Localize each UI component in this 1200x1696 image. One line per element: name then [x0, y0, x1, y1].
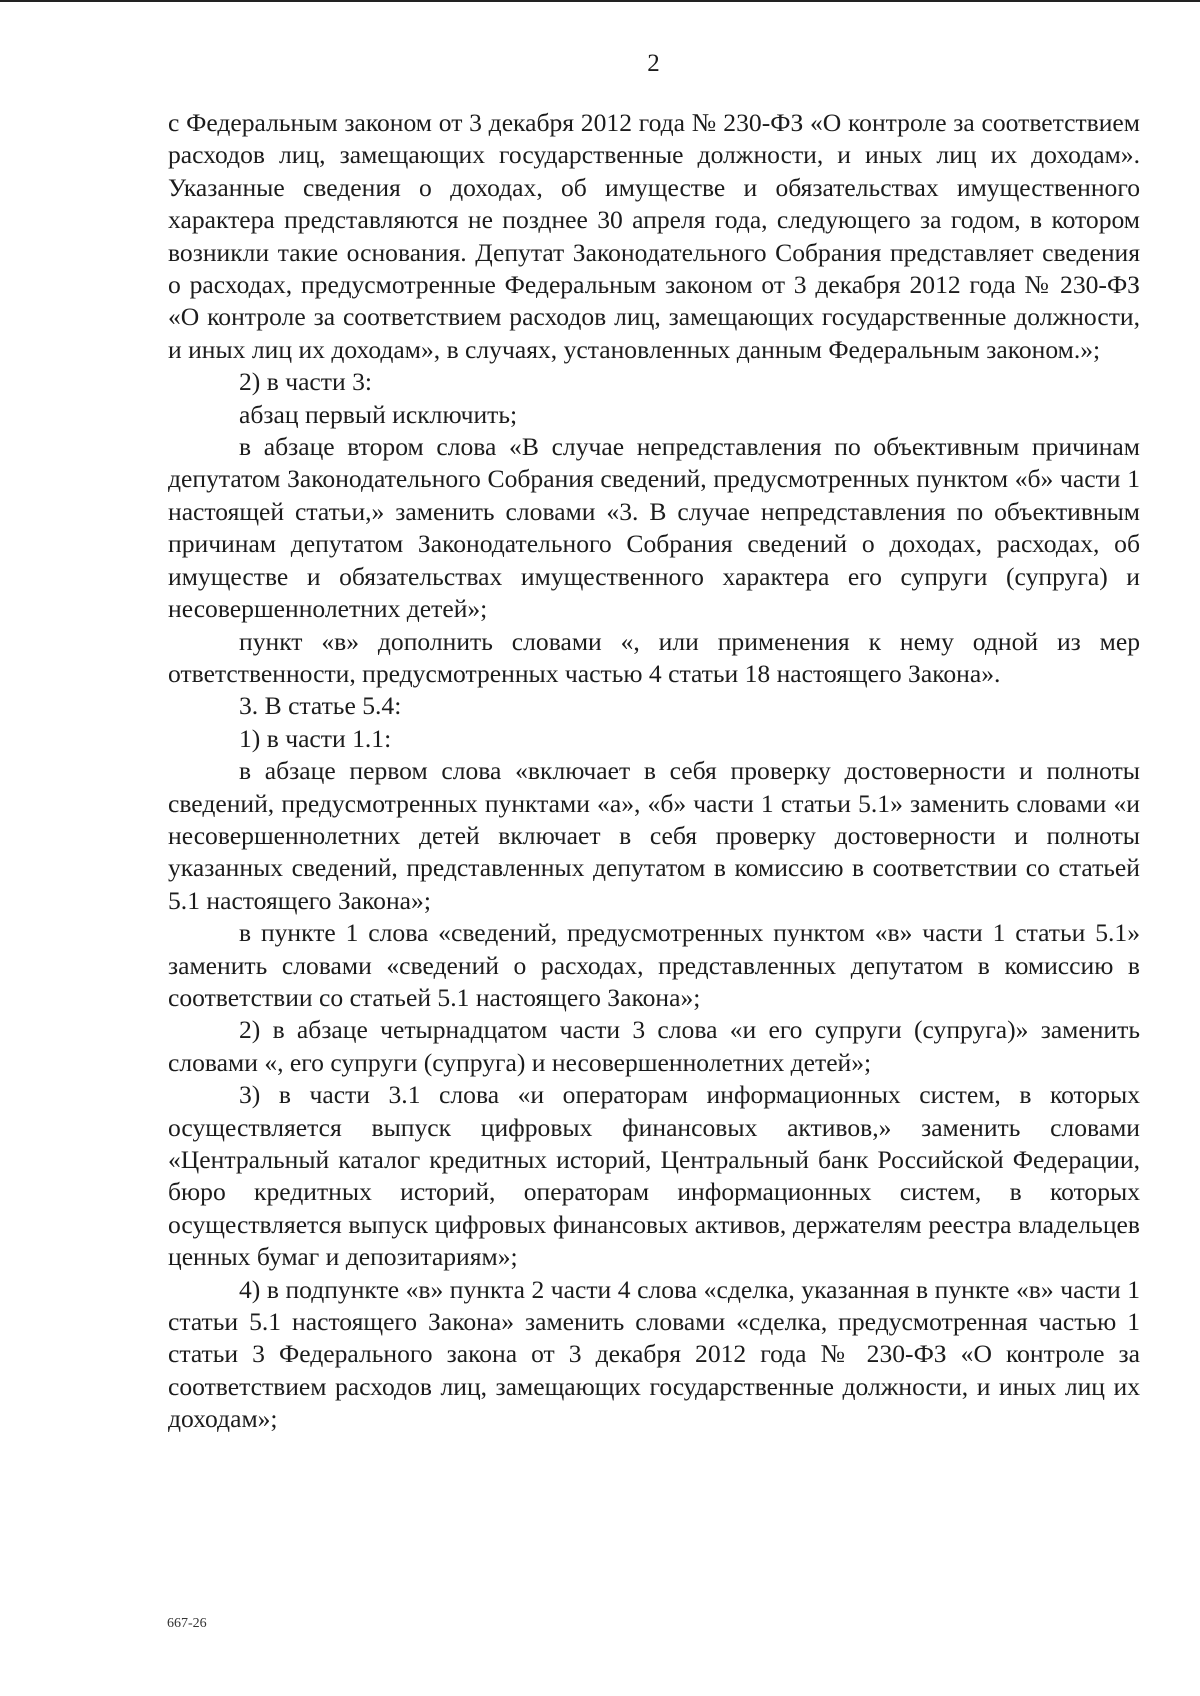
paragraph-point-1-words: в пункте 1 слова «сведений, предусмотренных пунктом «в» части 1 статьи 5.1» заменить словами «сведений о расходах, представленных депутатом в комиссию в соответствии со статьей 5.1 настоящего Закона»;	[168, 918, 1140, 1012]
paragraph-point-v-addition: пункт «в» дополнить словами «, или применения к нему одной из мер ответственности, предусмотренных частью 4 статьи 18 настоящего Закона».	[168, 626, 1140, 688]
paragraph-item-2-part-3: 2) в части 3:	[239, 367, 372, 397]
document-body	[168, 107, 1140, 1436]
paragraph-first-clause-delete: абзац первый исключить;	[239, 399, 518, 429]
document-code: 667-26	[167, 1616, 207, 1631]
paragraph-item-1-part-1-1: 1) в части 1.1:	[239, 723, 392, 753]
paragraph-item-4-subpoint-v: 4) в подпункте «в» пункта 2 части 4 слова «сделка, указанная в пункте «в» части 1 статьи 5.1 настоящего Закона» заменить словами «сделка, предусмотренная частью 1 статьи 3 Федерального закона от 3 декабря 2012 года № 230-ФЗ «О контроле за соответствием расходов лиц, замещающих государственные должности, и иных лиц их доходам»;	[168, 1274, 1140, 1434]
paragraph-item-2-fourteenth-clause: 2) в абзаце четырнадцатом части 3 слова «и его супруги (супруга)» заменить словами «, его супруги (супруга) и несовершеннолетних детей»;	[168, 1015, 1140, 1077]
paragraph-first-clause-words: в абзаце первом слова «включает в себя проверку достоверности и полноты сведений, предусмотренных пунктами «а», «б» части 1 статьи 5.1» заменить словами «и несовершеннолетних детей включает в себя проверку достоверности и полноты указанных сведений, представленных депутатом в комиссию в соответствии со статьей 5.1 настоящего Закона»;	[168, 756, 1140, 915]
paragraph-article-5-4: 3. В статье 5.4:	[239, 691, 402, 721]
paragraph-second-clause-replace: в абзаце втором слова «В случае непредставления по объективным причинам депутатом Законодательного Собрания сведений, предусмотренных пунктом «б» части 1 настоящей статьи,» заменить словами «3. В случае непредставления по объективным причинам депутатом Законодательного Собрания сведений о доходах, расходах, об имуществе и обязательствах имущественного характера его супруги (супруга) и несовершеннолетних детей»;	[168, 432, 1140, 624]
paragraph-item-3-part-3-1: 3) в части 3.1 слова «и операторам информационных систем, в которых осуществляется выпуск цифровых финансовых активов,» заменить словами «Центральный каталог кредитных историй, Центральный банк Российской Федерации, бюро кредитных историй, операторам информационных систем, в которых осуществляется выпуск цифровых финансовых активов, держателям реестра владельцев ценных бумаг и депозитариям»;	[168, 1080, 1140, 1272]
page-number: 2	[647, 50, 660, 77]
paragraph-continuation: с Федеральным законом от 3 декабря 2012 года № 230-ФЗ «О контроле за соответствием расходов лиц, замещающих государственные должности, и иных лиц их доходам». Указанные сведения о доходах, об имуществе и обязательствах имущественного характера представляются не позднее 30 апреля года, следующего за годом, в котором возникли такие основания. Депутат Законодательного Собрания представляет сведения о расходах, предусмотренные Федеральным законом от 3 декабря 2012 года № 230-ФЗ «О контроле за соответствием расходов лиц, замещающих государственные должности, и иных лиц их доходам», в случаях, установленных данным Федеральным законом.»;	[168, 108, 1140, 364]
